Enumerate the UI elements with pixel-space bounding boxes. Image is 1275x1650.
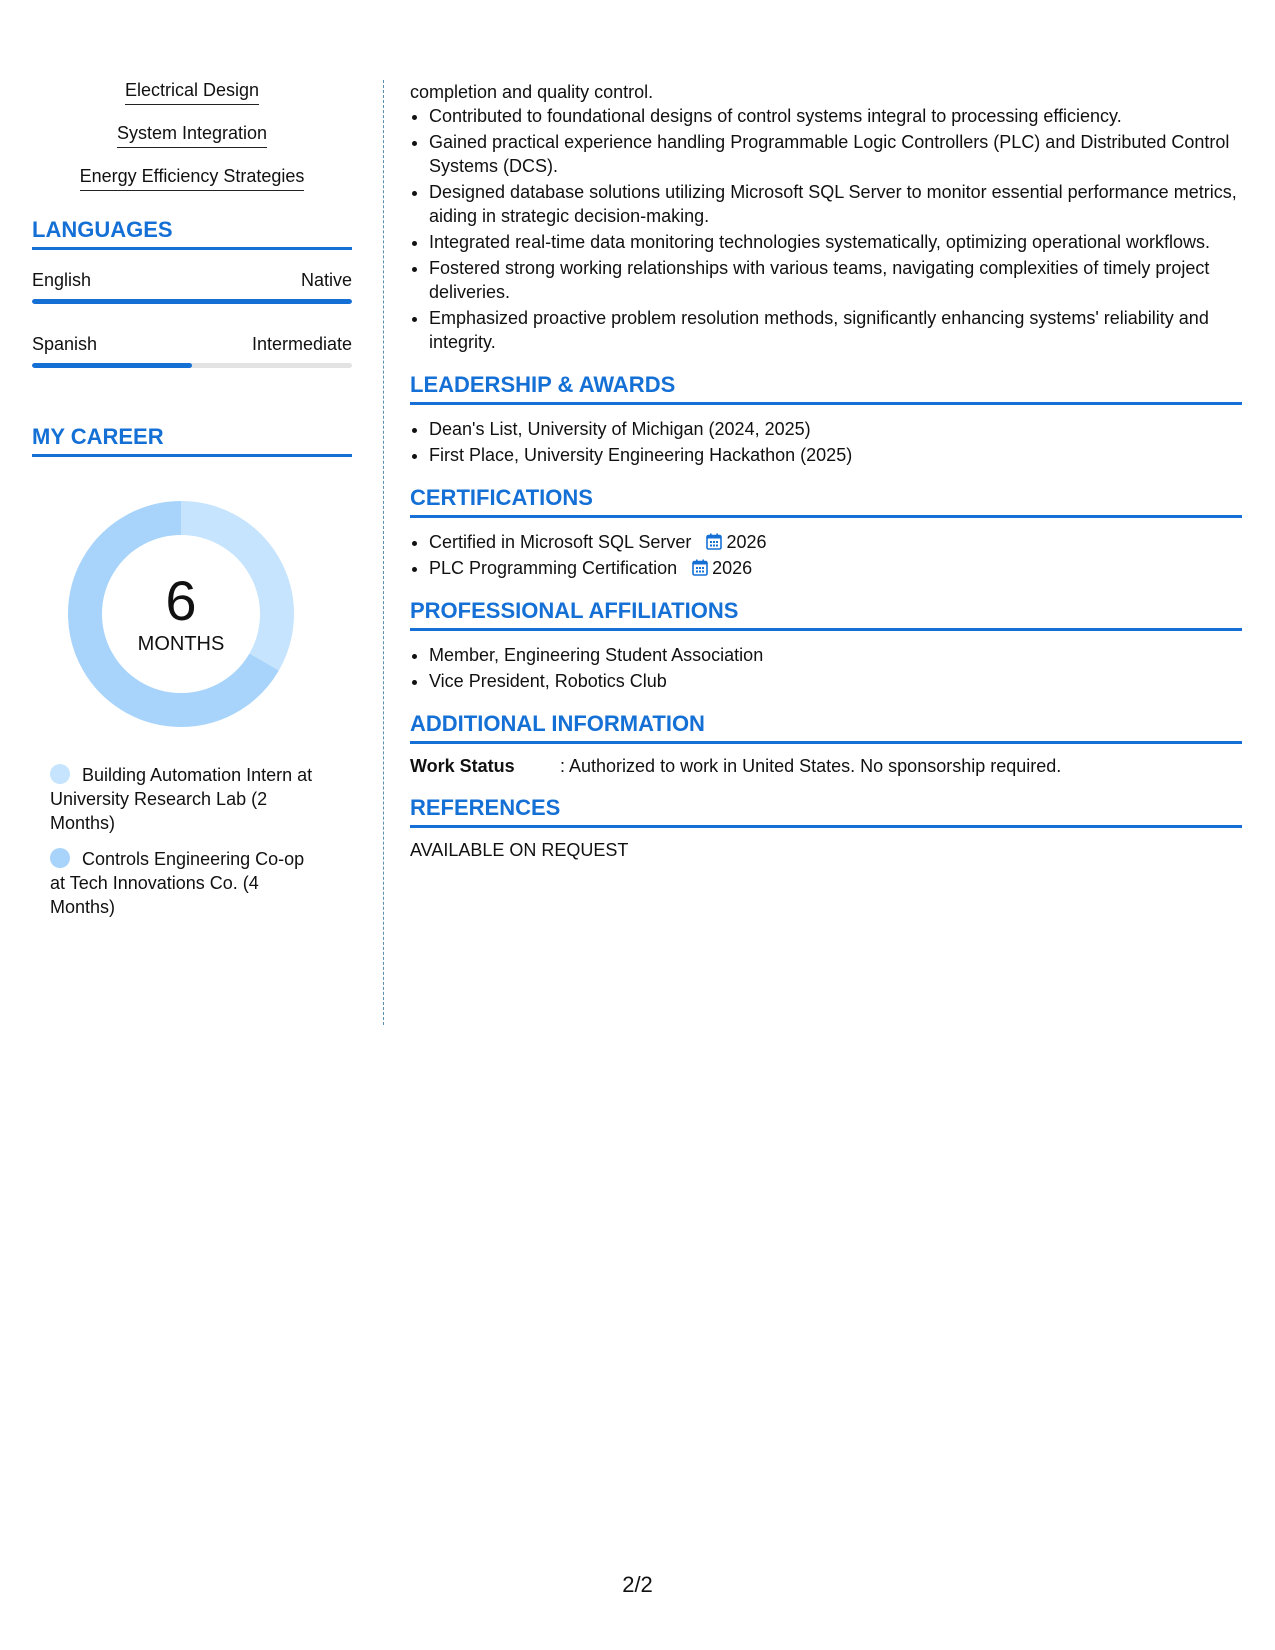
awards-list (410, 417, 1242, 467)
right-column (410, 80, 1242, 861)
language-name: English (32, 270, 92, 290)
list-item: • Contributed to foundational designs of control systems integral to processing efficiency. (429, 104, 1242, 128)
languages-section (32, 217, 352, 368)
list-item: • Member, Engineering Student Association (429, 643, 1242, 667)
language-english (32, 270, 352, 304)
skill-item: Energy Efficiency Strategies (32, 166, 352, 191)
list-item: • Gained practical experience handling Programmable Logic Controllers (PLC) and Distributed Control Systems (DCS). (429, 130, 1242, 178)
skill-item: System Integration (32, 123, 352, 148)
language-level: Native (300, 270, 352, 290)
legend-item: Building Automation Intern at University Research Lab (2 Months) (50, 765, 313, 833)
work-status-label: Work Status (410, 756, 515, 776)
calendar-icon (706, 533, 722, 550)
language-spanish (32, 334, 352, 368)
legend-dot (50, 848, 70, 868)
affiliations-title: PROFESSIONAL AFFILIATIONS (410, 598, 1242, 631)
language-bar (32, 363, 352, 368)
certifications-list (410, 530, 1242, 580)
experience-continued: completion and quality control. (410, 82, 654, 102)
language-bar-fill (32, 363, 192, 368)
experience-bullets (410, 104, 1242, 354)
language-bar-fill (32, 299, 352, 304)
work-status (410, 756, 1242, 777)
column-divider (383, 80, 384, 1025)
affiliations-list (410, 643, 1242, 693)
list-item: • Fostered strong working relationships with various teams, navigating complexities of timely project deliveries. (429, 256, 1242, 304)
career-unit: MONTHS (137, 632, 225, 655)
languages-title: LANGUAGES (32, 217, 352, 250)
list-item: • Integrated real-time data monitoring technologies systematically, optimizing operational workflows. (429, 230, 1242, 254)
legend-dot (50, 764, 70, 784)
cert-year: 2026 (712, 558, 753, 578)
language-bar (32, 299, 352, 304)
additional-title: ADDITIONAL INFORMATION (410, 711, 1242, 744)
career-total: 6 (165, 568, 197, 632)
legend-item: Controls Engineering Co-op at Tech Innovations Co. (4 Months) (50, 849, 305, 917)
career-title: MY CAREER (32, 424, 352, 457)
left-column (32, 80, 352, 931)
references-title: REFERENCES (410, 795, 1242, 828)
cert-year: 2026 (726, 532, 767, 552)
list-item: • First Place, University Engineering Hackathon (2025) (429, 443, 1242, 467)
skill-item: Electrical Design (32, 80, 352, 105)
language-name: Spanish (32, 334, 98, 354)
career-legend (50, 763, 320, 919)
career-section (32, 424, 352, 919)
certifications-title: CERTIFICATIONS (410, 485, 1242, 518)
list-item: • Certified in Microsoft SQL Server 2026 (429, 530, 1242, 554)
list-item: • PLC Programming Certification 2026 (429, 556, 1242, 580)
list-item: • Dean's List, University of Michigan (2024, 2025) (429, 417, 1242, 441)
list-item: • Vice President, Robotics Club (429, 669, 1242, 693)
career-donut (66, 499, 296, 729)
work-status-value: : Authorized to work in United States. No sponsorship required. (560, 756, 1062, 776)
page-number: 2/2 (622, 1572, 653, 1597)
references-text: AVAILABLE ON REQUEST (410, 840, 629, 860)
list-item: • Emphasized proactive problem resolution methods, significantly enhancing systems' reliability and integrity. (429, 306, 1242, 354)
list-item: • Designed database solutions utilizing Microsoft SQL Server to monitor essential performance metrics, aiding in strategic decision-making. (429, 180, 1242, 228)
awards-title: LEADERSHIP & AWARDS (410, 372, 1242, 405)
language-level: Intermediate (251, 334, 352, 354)
calendar-icon (692, 559, 708, 576)
